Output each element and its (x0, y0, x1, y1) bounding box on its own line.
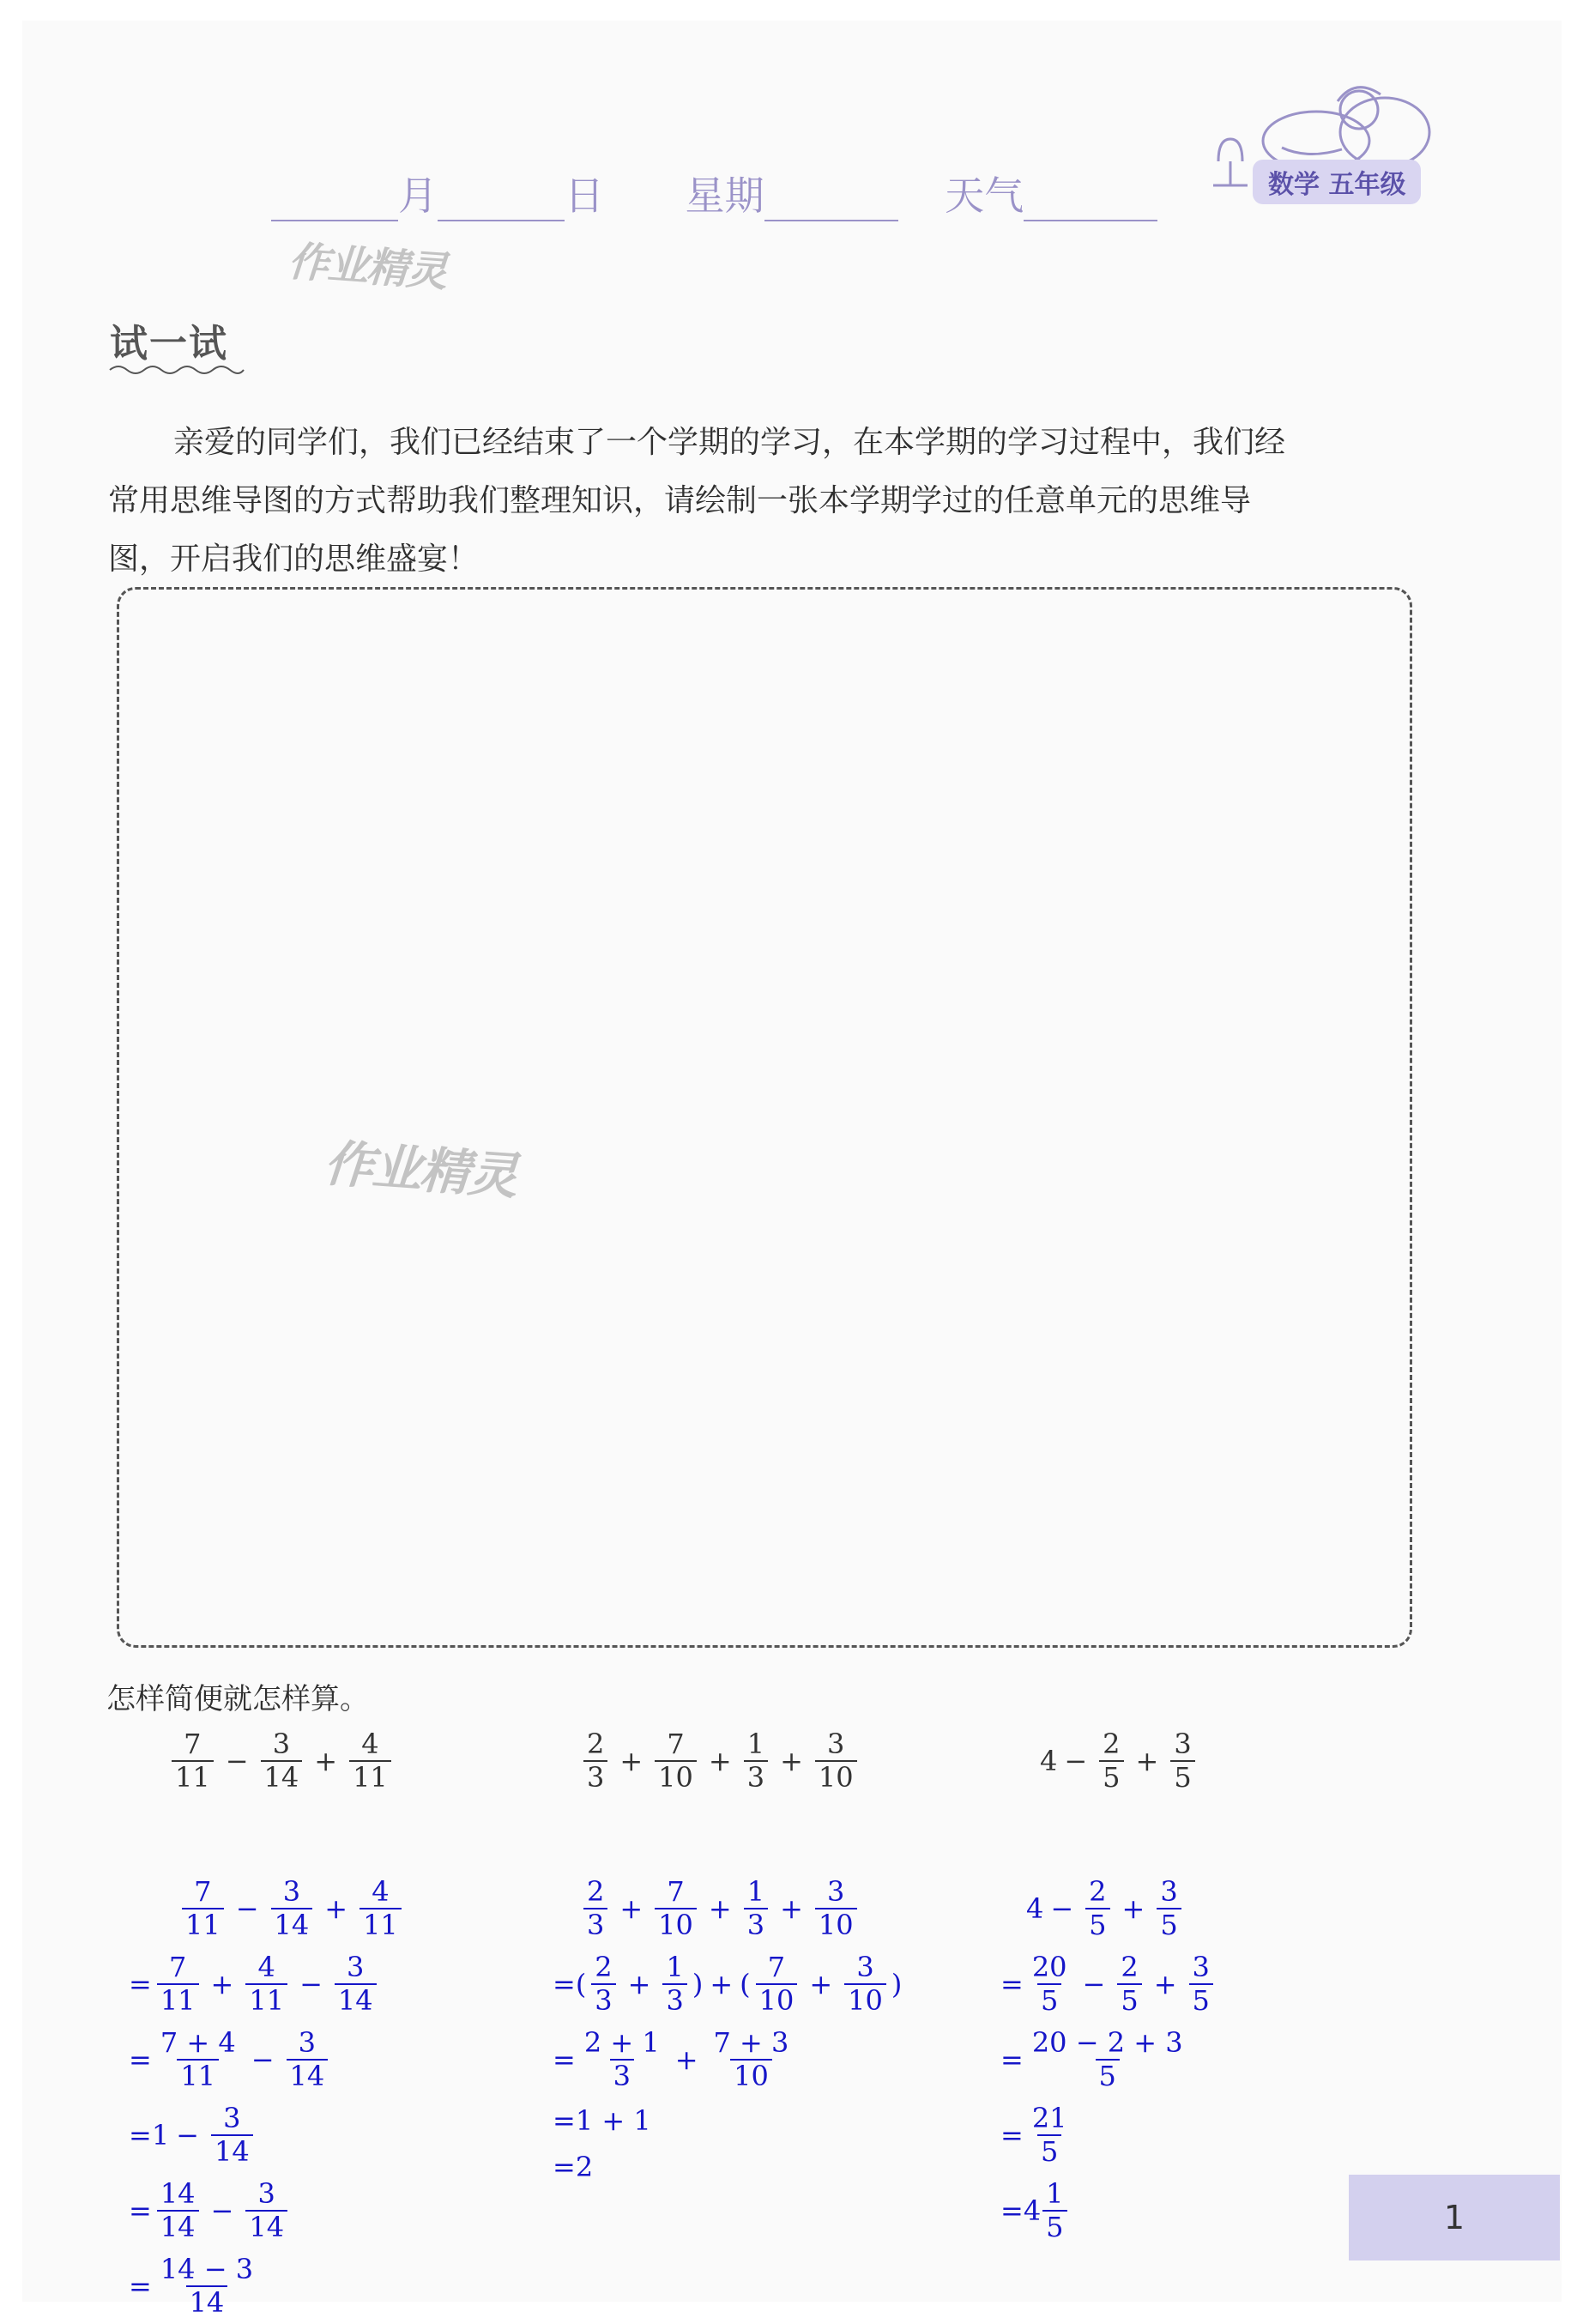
solution-3: 4 − $\frac{2}{5}$ + $\frac{3}{5}$ = $\frac{20}{5}$ − $\frac{2}{5}$ + $\frac{3}{5}$ = $\frac{20 - 2 + 3}{5}$ = $\frac{21}{5}$ =4 $\frac{1}{5}$ (1000, 1871, 1218, 2248)
day-blank[interactable] (438, 182, 565, 221)
watermark-center: 作业精灵 (322, 1134, 518, 1206)
problem-3: 4 − $\frac{2}{5}$ + $\frac{3}{5}$ (1040, 1728, 1200, 1794)
subject-badge: 数学 五年级 (1253, 160, 1421, 204)
section-title: 试一试 (110, 322, 228, 366)
wave-underline-icon (108, 362, 245, 378)
instruction-paragraph (108, 414, 1447, 589)
workbook-page (22, 21, 1562, 2319)
date-line (271, 165, 1157, 221)
month-blank[interactable] (271, 182, 398, 221)
page-number: 1 (1349, 2175, 1560, 2260)
weather-blank[interactable] (1024, 182, 1157, 221)
weather-label: 天气 (945, 172, 1024, 219)
problem-2: $\frac{2}{3}$ + $\frac{7}{10}$ + $\frac{1}{3}$ + $\frac{3}{10}$ (578, 1728, 862, 1794)
mind-map-drawing-area[interactable] (117, 587, 1412, 1648)
paragraph-line-3: 图，开启我们的思维盛宴！ (108, 542, 480, 577)
weekday-label: 星期 (685, 172, 764, 219)
solution-2: $\frac{2}{3}$ + $\frac{7}{10}$ + $\frac{1}{3}$ + $\frac{3}{10}$ =( $\frac{2}{3}$ + $\frac{1}{3}$ ) + ( $\frac{7}{10}$ + $\frac{3}{10}$ ) = $\frac{2 + 1}{3}$ + $\frac{7 + 3}{10}$ =1 + 1 =2 (553, 1875, 903, 2183)
watermark-top: 作业精灵 (286, 237, 448, 297)
solution-1: $\frac{7}{11}$ − $\frac{3}{14}$ + $\frac{4}{11}$ = $\frac{7}{11}$ + $\frac{4}{11}$ − $\frac{3}{14}$ = $\frac{7 + 4}{11}$ − $\frac{3}{14}$ =1 − $\frac{3}{14}$ = $\frac{14}{14}$ − $\frac{3}{14}$ = $\frac{14 - 3}{14}$ (129, 1871, 407, 2324)
weekday-blank[interactable] (764, 182, 898, 221)
day-label: 日 (565, 172, 604, 219)
exercise-instruction: 怎样简便就怎样算。 (106, 1682, 369, 1716)
paragraph-line-2: 常用思维导图的方式帮助我们整理知识，请绘制一张本学期学过的任意单元的思维导 (108, 483, 1252, 518)
problem-1: $\frac{7}{11}$ − $\frac{3}{14}$ + $\frac{4}{11}$ (166, 1728, 396, 1794)
month-label: 月 (398, 172, 438, 219)
paragraph-line-1: 亲爱的同学们，我们已经结束了一个学期的学习，在本学期的学习过程中，我们经 (173, 425, 1286, 460)
